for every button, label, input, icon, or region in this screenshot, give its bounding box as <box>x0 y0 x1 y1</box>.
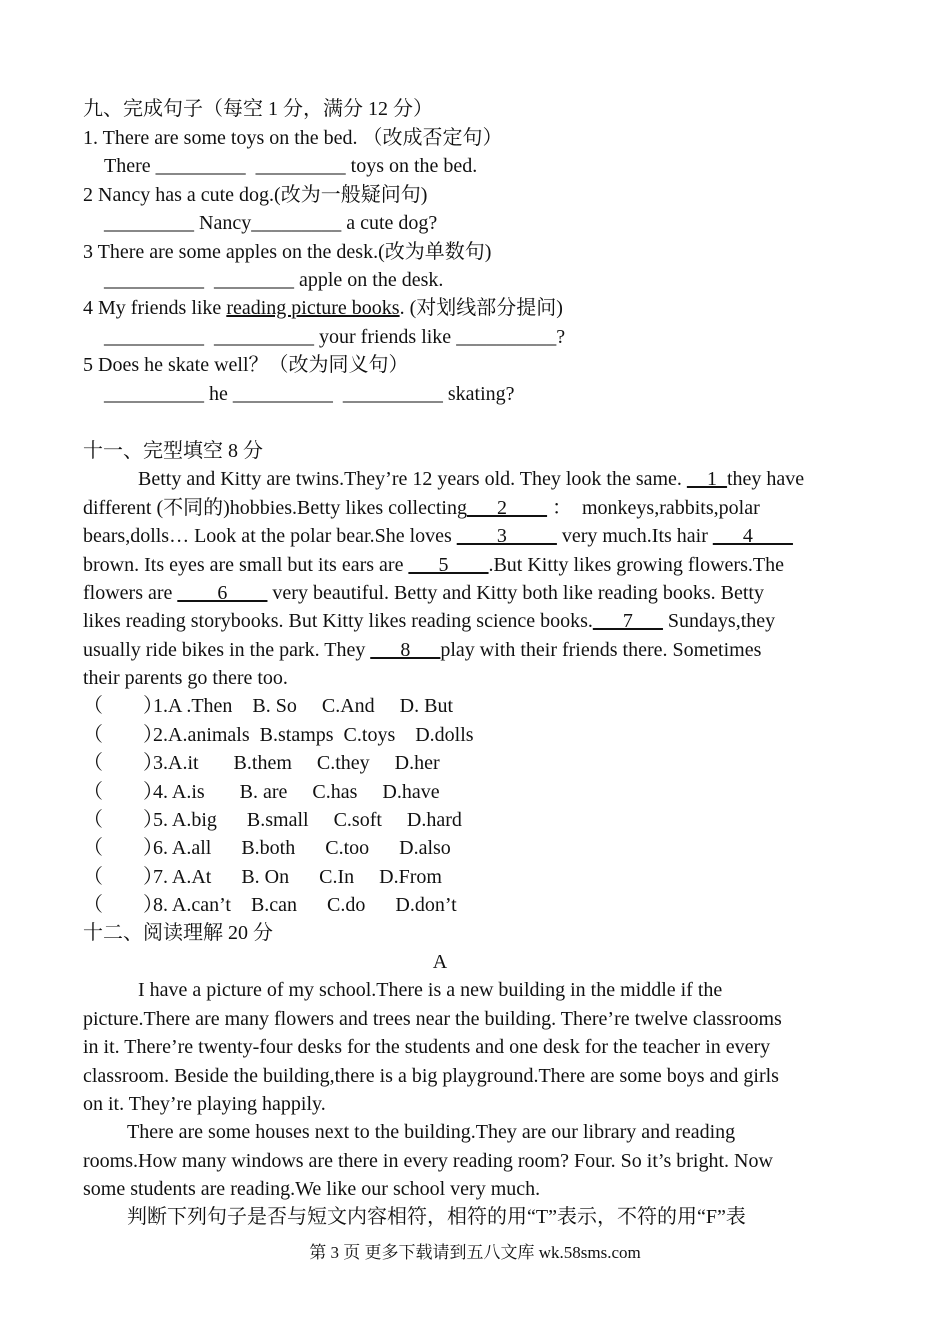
passage-line <box>83 494 760 522</box>
passage-line <box>83 551 784 579</box>
reading-line: There are some houses next to the building.They are our library and reading <box>127 1121 736 1143</box>
reading-line: picture.There are many flowers and trees near the building. There’re twelve classrooms <box>83 1008 782 1030</box>
blank-3: ____3_____ <box>456 525 557 547</box>
option-row <box>83 721 474 749</box>
reading-line: classroom. Beside the building,there is a big playground.There are some boys and girls <box>83 1065 779 1087</box>
passage-text: brown. Its eyes are small but its ears are <box>83 554 409 576</box>
option-row <box>83 834 451 862</box>
passage-text: play with their friends there. Sometimes <box>440 639 762 661</box>
question-4-underlined: reading picture books <box>226 297 400 319</box>
answer-paren: （ ） <box>83 894 163 916</box>
option-text: 2.A.animals B.stamps C.toys D.dolls <box>153 724 474 746</box>
question-5: 5 Does he skate well？（改为同义句） <box>83 354 409 376</box>
passage-text: they have <box>726 468 805 490</box>
page-footer: 第 3 页 更多下载请到五八文库 wk.58sms.com <box>309 1243 641 1262</box>
passage-line <box>138 465 804 493</box>
option-text: 7. A.At B. On C.In D.From <box>153 866 442 888</box>
answer-paren: （ ） <box>83 781 163 803</box>
answer-line-3: __________ ________ apple on the desk. <box>104 269 444 291</box>
passage-text: Betty and Kitty are twins.They’re 12 years old. They look the same. <box>138 468 687 490</box>
answer-line-2: _________ Nancy_________ a cute dog? <box>104 212 438 234</box>
passage-line <box>83 579 764 607</box>
option-text: 4. A.is B. are C.has D.have <box>153 781 440 803</box>
answer-line-4: __________ __________ your friends like __________? <box>104 326 566 348</box>
reading-line: I have a picture of my school.There is a new building in the middle if the <box>138 979 723 1001</box>
answer-line-1: There _________ _________ toys on the bed. <box>104 155 478 177</box>
answer-paren: （ ） <box>83 837 163 859</box>
option-text: 1.A .Then B. So C.And D. But <box>153 695 454 717</box>
answer-paren: （ ） <box>83 809 163 831</box>
option-row <box>83 692 453 720</box>
passage-line <box>83 607 775 635</box>
option-row <box>83 806 462 834</box>
question-2: 2 Nancy has a cute dog.(改为一般疑问句) <box>83 184 428 206</box>
option-row <box>83 778 440 806</box>
passage-text: .But Kitty likes growing flowers.The <box>488 554 784 576</box>
blank-7: ___7___ <box>592 610 663 632</box>
section12-title: 十二、阅读理解 20 分 <box>83 922 273 944</box>
option-row <box>83 863 442 891</box>
passage-heading: A <box>432 951 448 973</box>
blank-1: __1_ <box>686 468 727 490</box>
option-row <box>83 749 440 777</box>
reading-line: rooms.How many windows are there in every reading room? Four. So it’s bright. Now <box>83 1150 773 1172</box>
question-4 <box>83 294 563 322</box>
option-text: 5. A.big B.small C.soft D.hard <box>153 809 462 831</box>
section11-title: 十一、完型填空 8 分 <box>83 440 263 462</box>
answer-line-5: __________ he __________ __________ skating? <box>104 383 515 405</box>
answer-paren: （ ） <box>83 695 163 717</box>
reading-line: some students are reading.We like our school very much. <box>83 1178 541 1200</box>
passage-text: ： monkeys,rabbits,polar <box>546 497 760 519</box>
section9-title: 九、完成句子（每空 1 分，满分 12 分） <box>83 98 433 120</box>
passage-text: very much.Its hair <box>556 525 713 547</box>
question-1: 1. There are some toys on the bed. （改成否定句） <box>83 127 503 149</box>
option-text: 3.A.it B.them C.they D.her <box>153 752 440 774</box>
instruction-line: 判断下列句子是否与短文内容相符，相符的用“T”表示，不符的用“F”表 <box>127 1206 746 1228</box>
passage-text: usually ride bikes in the park. They <box>83 639 371 661</box>
passage-text: very beautiful. Betty and Kitty both like reading books. Betty <box>267 582 764 604</box>
blank-6: ____6____ <box>177 582 268 604</box>
reading-line: in it. There’re twenty-four desks for the students and one desk for the teacher in every <box>83 1036 771 1058</box>
option-row <box>83 891 457 919</box>
answer-paren: （ ） <box>83 724 163 746</box>
blank-8: ___8___ <box>370 639 441 661</box>
passage-text: likes reading storybooks. But Kitty likes reading science books. <box>83 610 593 632</box>
passage-text: Sundays,they <box>662 610 776 632</box>
question-4-suffix: . (对划线部分提问) <box>399 297 563 319</box>
question-3: 3 There are some apples on the desk.(改为单数句) <box>83 241 492 263</box>
passage-line <box>83 636 761 664</box>
reading-line: on it. They’re playing happily. <box>83 1093 326 1115</box>
passage-text: different (不同的)hobbies.Betty likes collecting <box>83 497 467 519</box>
passage-text: flowers are <box>83 582 178 604</box>
answer-paren: （ ） <box>83 866 163 888</box>
option-text: 8. A.can’t B.can C.do D.don’t <box>153 894 457 916</box>
blank-5: ___5____ <box>408 554 489 576</box>
blank-2: ___2____ <box>466 497 547 519</box>
passage-line: their parents go there too. <box>83 667 288 689</box>
passage-line <box>83 522 793 550</box>
option-text: 6. A.all B.both C.too D.also <box>153 837 451 859</box>
question-4-prefix: 4 My friends like <box>83 297 227 319</box>
passage-text: bears,dolls… Look at the polar bear.She loves <box>83 525 457 547</box>
answer-paren: （ ） <box>83 752 163 774</box>
blank-4: ___4____ <box>712 525 793 547</box>
